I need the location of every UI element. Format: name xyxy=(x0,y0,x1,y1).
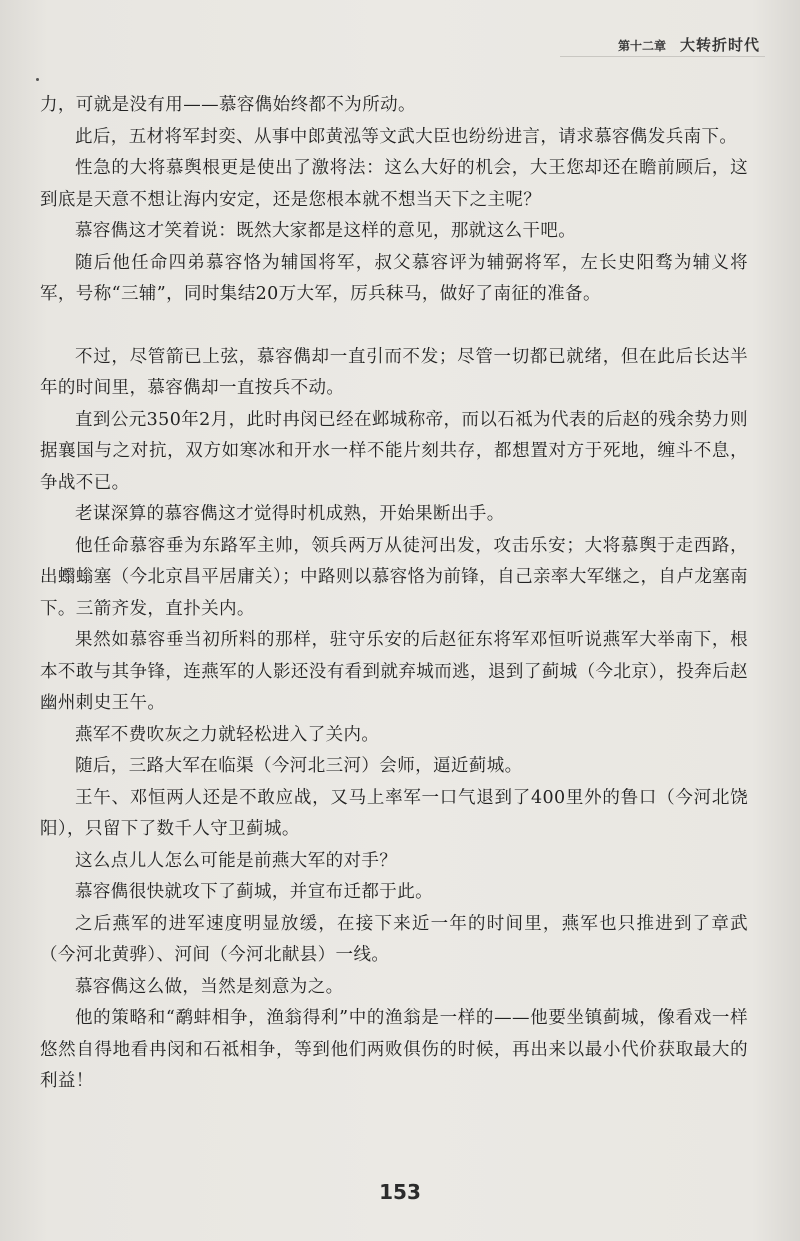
chapter-title: 大转折时代 xyxy=(679,36,760,54)
page-number: 153 xyxy=(379,1180,421,1204)
paragraph: 他任命慕容垂为东路军主帅，领兵两万从徒河出发，攻击乐安；大将慕舆于走西路，出蠮螉塞（今北京昌平居庸关）；中路则以慕容恪为前锋，自己亲率大军继之，自卢龙塞南下。三箭齐发，直扑关内。 xyxy=(40,535,748,619)
paragraph: 此后，五材将军封奕、从事中郎黄泓等文武大臣也纷纷进言，请求慕容儁发兵南下。 xyxy=(75,126,738,147)
paragraph: 性急的大将慕舆根更是使出了激将法：这么大好的机会，大王您却还在瞻前顾后，这到底是天意不想让海内安定，还是您根本就不想当天下之主呢？ xyxy=(40,158,748,210)
section-break xyxy=(40,311,748,342)
header-rule xyxy=(560,56,765,57)
chapter-label: 第十二章 xyxy=(617,39,666,53)
ink-speck xyxy=(36,78,39,81)
paragraph: 果然如慕容垂当初所料的那样，驻守乐安的后赵征东将军邓恒听说燕军大举南下，根本不敢与其争锋，连燕军的人影还没有看到就弃城而逃，退到了蓟城（今北京），投奔后赵幽州刺史王午。 xyxy=(40,630,748,713)
paragraph: 随后他任命四弟慕容恪为辅国将军，叔父慕容评为辅弼将军，左长史阳骛为辅义将军，号称“三辅”，同时集结20万大军，厉兵秣马，做好了南征的准备。 xyxy=(40,252,748,304)
paragraph: 燕军不费吹灰之力就轻松进入了关内。 xyxy=(75,724,380,745)
paragraph: 之后燕军的进军速度明显放缓，在接下来近一年的时间里，燕军也只推进到了章武（今河北黄骅）、河间（今河北献县）一线。 xyxy=(40,913,748,965)
paragraph: 慕容儁很快就攻下了蓟城，并宣布迁都于此。 xyxy=(75,882,433,902)
running-header xyxy=(618,34,760,55)
paragraph: 随后，三路大军在临渠（今河北三河）会师，逼近蓟城。 xyxy=(75,756,523,776)
paragraph: 力，可就是没有用——慕容儁始终都不为所动。 xyxy=(40,95,416,115)
paragraph: 老谋深算的慕容儁这才觉得时机成熟，开始果断出手。 xyxy=(75,504,505,524)
paragraph: 慕容儁这才笑着说：既然大家都是这样的意见，那就这么干吧。 xyxy=(75,221,577,241)
paragraph: 慕容儁这么做，当然是刻意为之。 xyxy=(75,976,344,997)
paragraph: 他的策略和“鹬蚌相争，渔翁得利”中的渔翁是一样的——他要坐镇蓟城，像看戏一样悠然自得地看冉闵和石祗相争，等到他们两败俱伤的时候，再出来以最小代价获取最大的利益！ xyxy=(40,1008,748,1091)
paragraph: 不过，尽管箭已上弦，慕容儁却一直引而不发；尽管一切都已就绪，但在此后长达半年的时间里，慕容儁却一直按兵不动。 xyxy=(40,346,748,398)
paragraph: 这么点儿人怎么可能是前燕大军的对手？ xyxy=(75,850,398,871)
paragraph: 直到公元350年2月，此时冉闵已经在邺城称帝，而以石祗为代表的后赵的残余势力则据襄国与之对抗，双方如寒冰和开水一样不能片刻共存，都想置对方于死地，缠斗不息，争战不已。 xyxy=(40,409,748,493)
paragraph: 王午、邓恒两人还是不敢应战，又马上率军一口气退到了400里外的鲁口（今河北饶阳），只留下了数千人守卫蓟城。 xyxy=(40,787,748,839)
body-text xyxy=(40,90,748,1098)
